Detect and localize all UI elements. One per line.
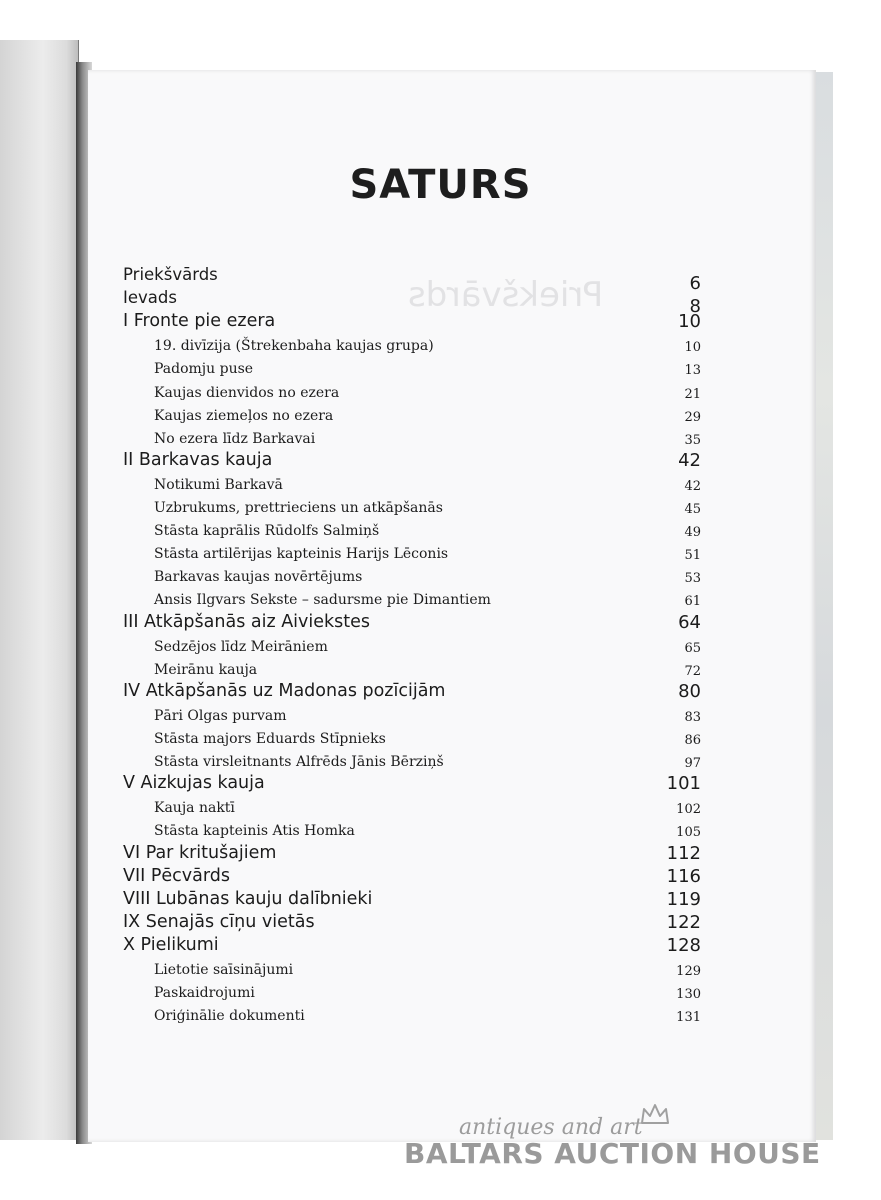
toc-entry-title: Ievads	[123, 288, 177, 308]
watermark-brand: BALTARS AUCTION HOUSE	[404, 1137, 821, 1170]
toc-subsection-row	[0, 981, 881, 1005]
toc-entry-page: 80	[678, 680, 701, 702]
toc-entry-page: 10	[678, 311, 701, 333]
show-through-text: Priekšvārds	[408, 275, 604, 315]
toc-chapter-row	[0, 450, 881, 474]
toc-subsection-row	[0, 427, 881, 451]
toc-entry-title: Oriģinālie dokumenti	[154, 1008, 305, 1025]
toc-subsection-row	[0, 704, 881, 728]
toc-entry-page: 42	[684, 478, 701, 494]
toc-entry-title: Kaujas ziemeļos no ezera	[154, 407, 334, 424]
toc-entry-page: 119	[666, 888, 701, 910]
toc-chapter-row	[0, 311, 881, 335]
toc-entry-page: 53	[684, 571, 701, 587]
toc-entry-page: 83	[684, 709, 701, 725]
toc-subsection-row	[0, 334, 881, 358]
toc-entry-title: Uzbrukums, prettrieciens un atkāpšanās	[154, 500, 443, 516]
toc-entry-page: 131	[676, 1010, 701, 1026]
toc-entry-page: 130	[676, 987, 701, 1003]
toc-subsection-row	[0, 357, 881, 381]
toc-chapter-row	[0, 612, 881, 636]
toc-chapter-row	[0, 288, 881, 318]
toc-entry-title: X Pielikumi	[123, 934, 219, 955]
toc-entry-title: V Aizkujas kauja	[123, 773, 265, 794]
toc-entry-page: 45	[684, 502, 701, 517]
toc-subsection-row	[0, 796, 881, 820]
toc-entry-page: 6	[689, 273, 701, 294]
toc-subsection-row	[0, 958, 881, 982]
toc-entry-title: Ansis Ilgvars Sekste – sadursme pie Dimantiem	[154, 592, 491, 609]
toc-subsection-row	[0, 750, 881, 774]
toc-subsection-row	[0, 588, 881, 612]
toc-entry-page: 65	[684, 640, 701, 656]
toc-entry-title: VIII Lubānas kauju dalībnieki	[123, 888, 373, 909]
toc-entry-title: I Fronte pie ezera	[123, 311, 276, 332]
toc-entry-page: 29	[684, 409, 701, 425]
toc-subsection-row	[0, 565, 881, 589]
toc-entry-title: VII Pēcvārds	[123, 865, 230, 886]
toc-entry-page: 61	[684, 594, 701, 610]
toc-chapter-row	[0, 935, 881, 959]
toc-chapter-row	[0, 773, 881, 797]
toc-entry-title: No ezera līdz Barkavai	[154, 430, 316, 447]
toc-subsection-row	[0, 473, 881, 497]
toc-subsection-row	[0, 542, 881, 566]
toc-chapter-row	[0, 681, 881, 705]
toc-chapter-row	[0, 843, 881, 867]
toc-entry-page: 8	[689, 296, 701, 318]
toc-entry-page: 35	[684, 432, 701, 448]
toc-entry-title: Kauja naktī	[154, 800, 235, 817]
toc-entry-page: 116	[666, 865, 701, 887]
toc-subsection-row	[0, 658, 881, 682]
toc-entry-title: Sedzējos līdz Meirāniem	[154, 638, 328, 655]
toc-entry-title: Stāsta majors Eduards Stīpnieks	[154, 731, 386, 747]
toc-chapter-row	[0, 866, 881, 890]
toc-chapter-row	[0, 265, 881, 294]
toc-entry-title: Notikumi Barkavā	[154, 476, 283, 493]
toc-entry-title: III Atkāpšanās aiz Aiviekstes	[123, 611, 371, 632]
toc-subsection-row	[0, 496, 881, 520]
toc-entry-page: 122	[666, 911, 701, 933]
toc-entry-title: Priekšvārds	[123, 265, 218, 284]
toc-entry-title: Stāsta artilērijas kapteinis Harijs Lēconis	[154, 546, 449, 563]
toc-entry-title: Kaujas dienvidos no ezera	[154, 384, 340, 401]
toc-entry-page: 129	[676, 964, 701, 979]
toc-subsection-row	[0, 519, 881, 543]
toc-entry-title: Meirānu kauja	[154, 661, 258, 678]
toc-entry-page: 21	[684, 386, 701, 402]
toc-subsection-row	[0, 1004, 881, 1028]
toc-subsection-row	[0, 404, 881, 428]
toc-subsection-row	[0, 635, 881, 659]
toc-entry-page: 128	[666, 934, 701, 956]
toc-subsection-row	[0, 727, 881, 751]
page-title: SATURS	[349, 162, 532, 208]
toc-entry-title: 19. divīzija (Štrekenbaha kaujas grupa)	[154, 338, 434, 355]
toc-subsection-row	[0, 819, 881, 843]
toc-entry-title: Barkavas kaujas novērtējums	[154, 569, 363, 586]
toc-entry-title: Padomju puse	[154, 361, 254, 378]
toc-entry-page: 49	[684, 525, 701, 541]
toc-entry-page: 105	[676, 825, 701, 841]
toc-entry-title: IX Senajās cīņu vietās	[123, 911, 315, 932]
watermark-tagline: antiques and art	[459, 1115, 643, 1140]
toc-chapter-row	[0, 889, 881, 913]
toc-entry-page: 64	[678, 611, 701, 633]
toc-entry-title: Lietotie saīsinājumi	[154, 962, 294, 978]
crown-icon	[640, 1103, 670, 1127]
toc-entry-page: 72	[684, 663, 701, 679]
toc-entry-page: 10	[684, 340, 701, 356]
toc-entry-page: 102	[676, 802, 701, 818]
toc-entry-page: 13	[684, 363, 701, 379]
toc-entry-title: IV Atkāpšanās uz Madonas pozīcijām	[123, 680, 446, 701]
toc-entry-page: 51	[684, 548, 701, 564]
toc-entry-page: 42	[678, 449, 701, 471]
toc-entry-page: 97	[684, 756, 701, 772]
toc-entry-page: 112	[666, 842, 701, 864]
toc-entry-title: Pāri Olgas purvam	[154, 707, 287, 724]
toc-entry-page: 86	[684, 733, 701, 748]
toc-entry-title: Stāsta kaprālis Rūdolfs Salmiņš	[154, 523, 380, 540]
toc-entry-page: 101	[666, 773, 701, 795]
toc-entry-title: Stāsta kapteinis Atis Homka	[154, 823, 355, 840]
toc-entry-title: II Barkavas kauja	[123, 449, 273, 470]
toc-entry-title: Paskaidrojumi	[154, 985, 255, 1002]
toc-entry-title: Stāsta virsleitnants Alfrēds Jānis Bērziņš	[154, 754, 444, 771]
toc-chapter-row	[0, 912, 881, 936]
toc-subsection-row	[0, 381, 881, 405]
toc-entry-title: VI Par kritušajiem	[123, 842, 277, 863]
